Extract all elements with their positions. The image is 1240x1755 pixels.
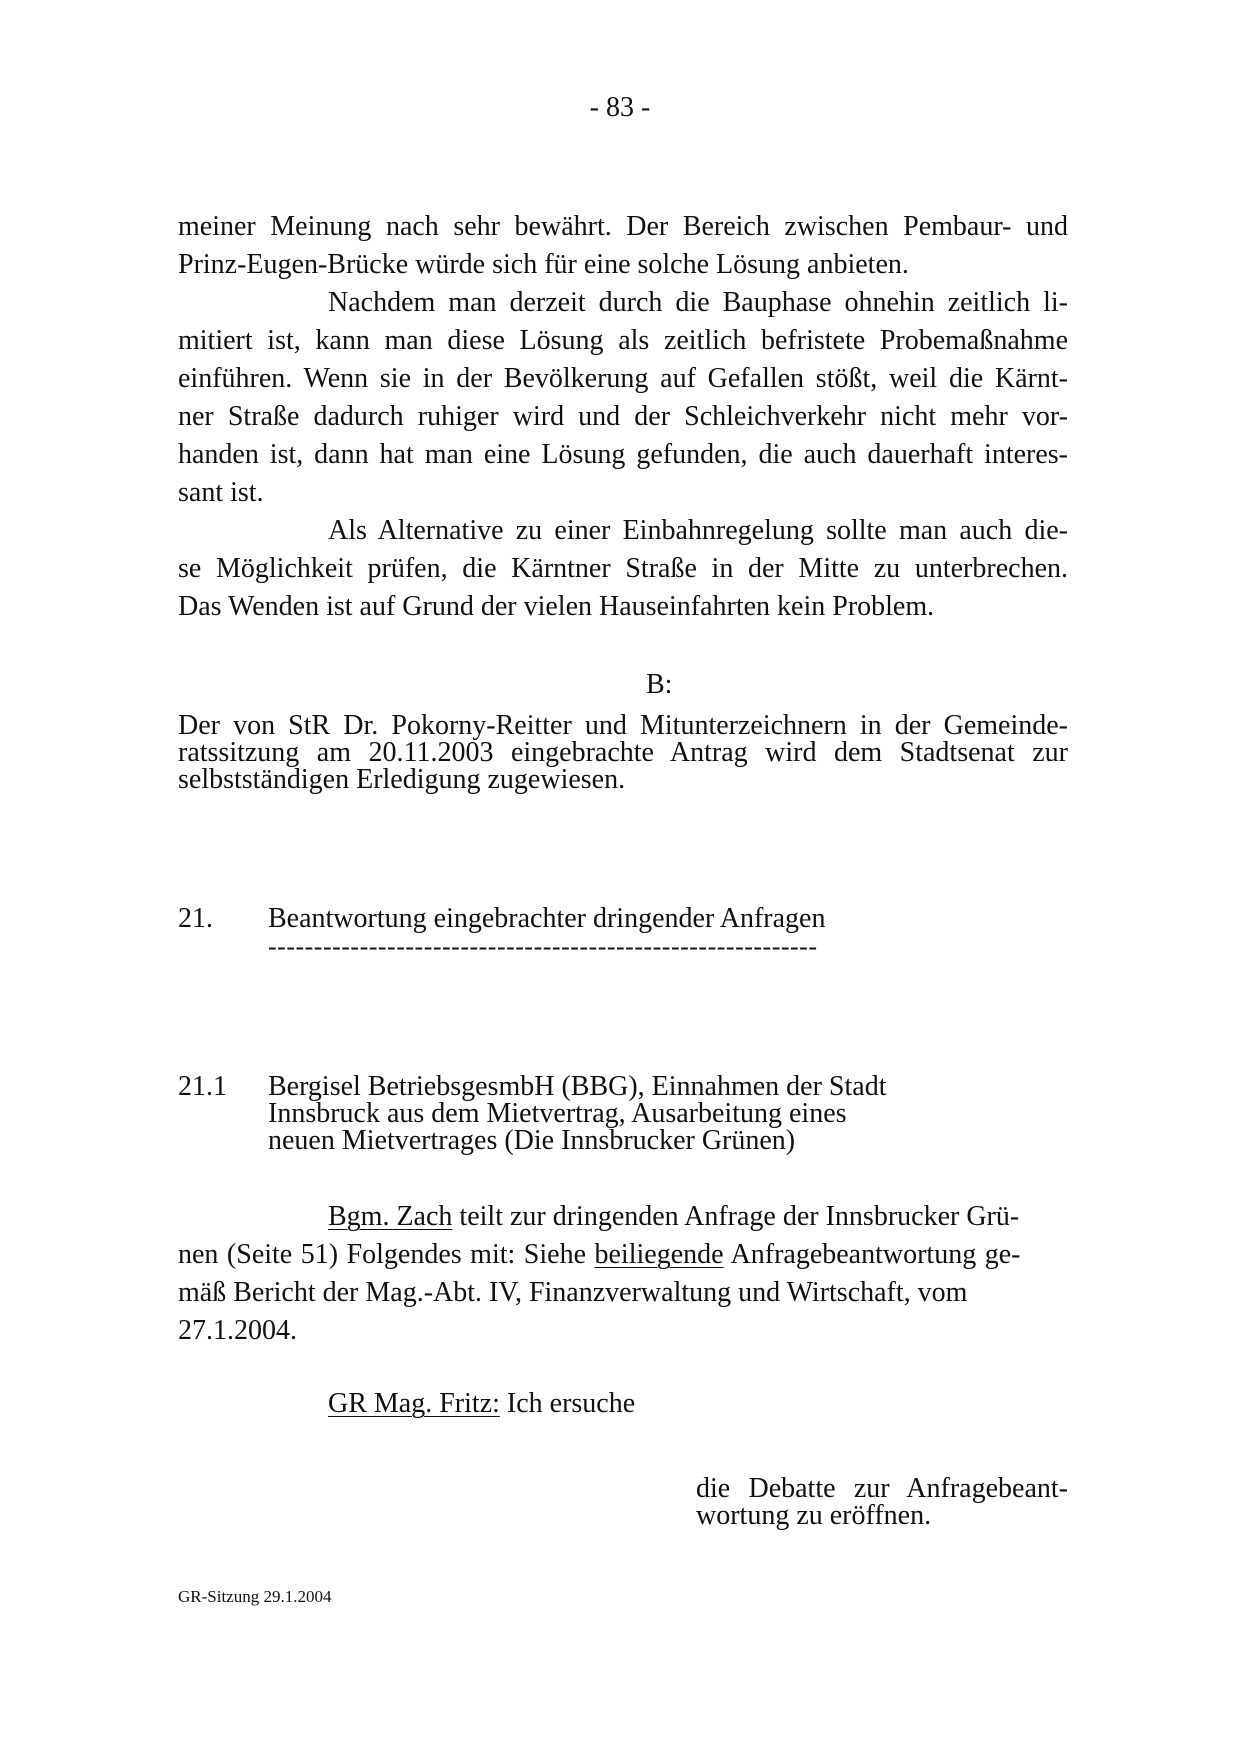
request-line [328,1388,635,1420]
section-b-line-3: selbstständigen Erledigung zugewiesen. [178,764,626,795]
answer-line-2 [178,1239,1068,1271]
para2-line-1: Nachdem man derzeit durch die Bauphase ohnehin zeitlich li- [328,287,1068,318]
para2-line-5: handen ist, dann hat man eine Lösung gefunden, die auch dauerhaft interes- [178,439,1068,470]
para2-line-2: mitiert ist, kann man diese Lösung als zeitlich befristete Probemaßnahme [178,325,1068,356]
item-21-1-title-line-2: Innsbruck aus dem Mietvertrag, Ausarbeitung eines [268,1098,847,1129]
para1-line-2: Prinz-Eugen-Brücke würde sich für eine solche Lösung anbieten. [178,249,909,280]
item-21-rule: ------------------------------------------------------------ [268,932,818,961]
para3-line-3: Das Wenden ist auf Grund der vielen Hauseinfahrten kein Problem. [178,591,935,622]
motion-line-2: wortung zu eröffnen. [696,1500,932,1531]
para2-line-6: sant ist. [178,477,264,508]
request-text: Ich ersuche [499,1388,636,1419]
section-b-line-2: ratssitzung am 20.11.2003 eingebrachte Antrag wird dem Stadtsenat zur [178,737,1068,768]
item-21-title: Beantwortung eingebrachter dringender Anfragen [268,903,826,934]
motion-line-1: die Debatte zur Anfragebeant- [696,1473,1068,1504]
footer: GR-Sitzung 29.1.2004 [178,1587,332,1606]
attachment-link: beiliegende [594,1239,724,1270]
item-21-number: 21. [178,903,213,934]
para3-line-1: Als Alternative zu einer Einbahnregelung sollte man auch die- [328,515,1068,546]
answer-line-3: mäß Bericht der Mag.-Abt. IV, Finanzverwaltung und Wirtschaft, vom [178,1277,968,1308]
para1-line-1: meiner Meinung nach sehr bewährt. Der Bereich zwischen Pembaur- und [178,211,1068,242]
item-21-1-number: 21.1 [178,1071,227,1102]
item-21-1-title-line-1: Bergisel BetriebsgesmbH (BBG), Einnahmen der Stadt [268,1071,887,1102]
para2-line-4: ner Straße dadurch ruhiger wird und der Schleichverkehr nicht mehr vor- [178,401,1068,432]
answer-line-4: 27.1.2004. [178,1315,297,1346]
answer-line-1 [328,1201,1068,1233]
answer-line-1-text: teilt zur dringenden Anfrage der Innsbrucker Grü- [452,1201,1020,1232]
item-21-1-title-line-3: neuen Mietvertrages (Die Innsbrucker Grünen) [268,1125,796,1156]
speaker-bgm-zach: Bgm. Zach [328,1201,453,1232]
page-number: - 83 - [589,92,651,123]
answer-line-2-start: nen (Seite 51) Folgendes mit: Siehe [178,1239,595,1270]
answer-line-2-end: Anfragebeantwortung ge- [723,1239,1021,1270]
para2-line-3: einführen. Wenn sie in der Bevölkerung auf Gefallen stößt, weil die Kärnt- [178,363,1068,394]
section-b-label: B: [646,669,673,700]
para3-line-2: se Möglichkeit prüfen, die Kärntner Straße in der Mitte zu unterbrechen. [178,553,1068,584]
section-b-line-1: Der von StR Dr. Pokorny-Reitter und Mitunterzeichnern in der Gemeinde- [178,710,1068,741]
speaker-gr-fritz: GR Mag. Fritz: [328,1388,500,1419]
